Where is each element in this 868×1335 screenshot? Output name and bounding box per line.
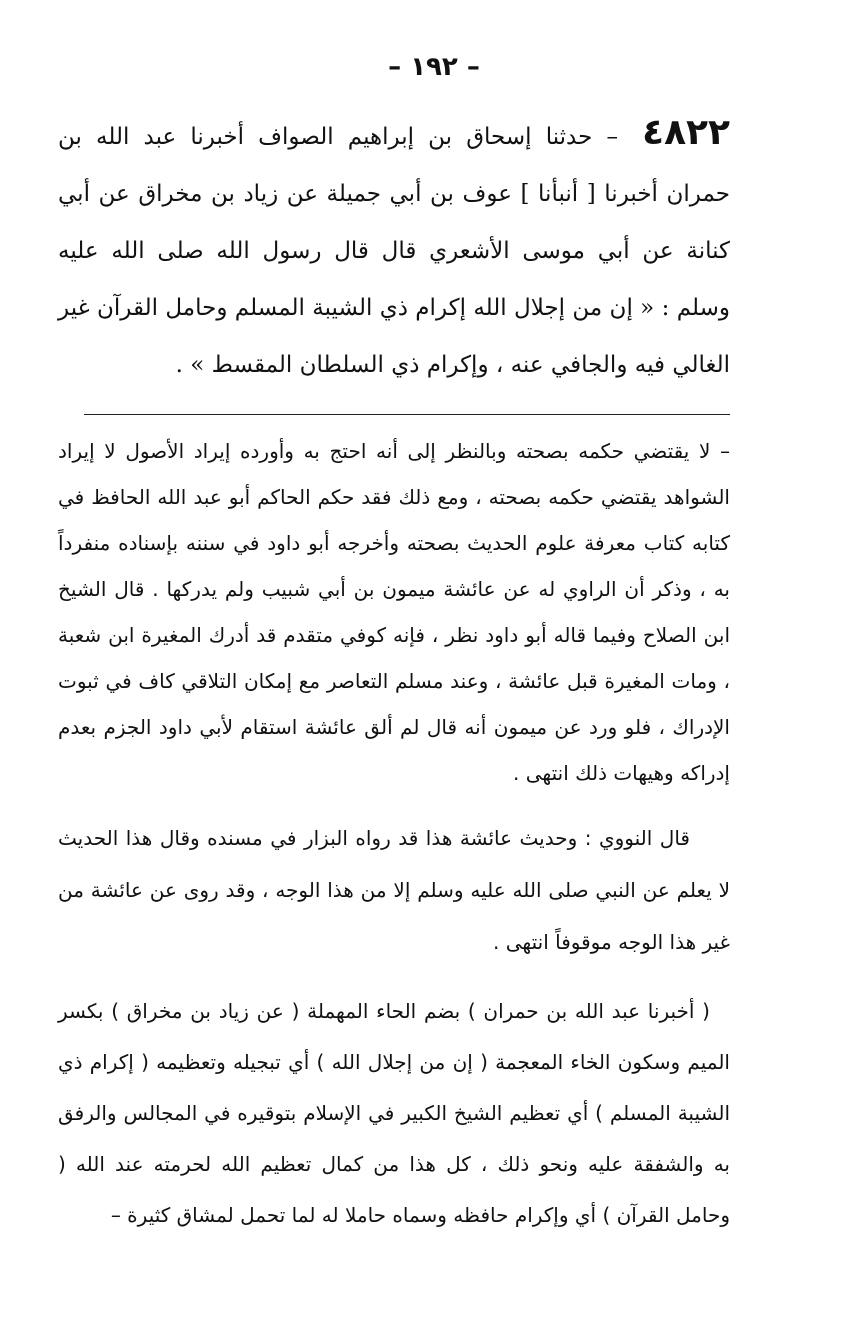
hadith-text: – حدثنا إسحاق بن إبراهيم الصواف أخبرنا عبد الله بن حمران أخبرنا [ أنبأنا ] عوف بن أبي جميلة عن زياد بن مخراق عن أبي كنانة عن أبي موسى الأشعري قال قال رسول الله صلى الله عليه وسلم : « إن من إجلال الله إكرام ذي الشيبة المسلم وحامل القرآن غير الغالي فيه والجافي عنه ، وإكرام ذي السلطان المقسط » . — [58, 124, 730, 378]
hadith-number: ٤٨٢٢ — [642, 112, 730, 153]
commentary — [58, 428, 730, 1241]
commentary-paragraph: – لا يقتضي حكمه بصحته وبالنظر إلى أنه احتج به وأورده إيراد الأصول لا إيراد الشواهد يقتضي حكمه بصحته ، ومع ذلك فقد حكم الحاكم أبو عبد الله الحافظ في كتابه كتاب معرفة علوم الحديث بصحته وأخرجه أبو داود في سننه بإسناده منفرداً به ، وذكر أن الراوي له عن عائشة ميمون بن أبي شبيب ولم يدركها . قال الشيخ ابن الصلاح وفيما قاله أبو داود نظر ، فإنه كوفي متقدم قد أدرك المغيرة ابن شعبة ، ومات المغيرة قبل عائشة ، وعند مسلم التعاصر مع إمكان التلاقي كاف في ثبوت الإدراك ، فلو ورد عن ميمون أنه قال لم ألق عائشة استقام لأبي داود الجزم بعدم إدراكه وهيهات ذلك انتهى . — [58, 439, 730, 785]
page-number: – ١٩٢ – — [388, 52, 480, 82]
commentary-paragraph: قال النووي : وحديث عائشة هذا قد رواه البزار في مسنده وقال هذا الحديث لا يعلم عن النبي صلى الله عليه وسلم إلا من هذا الوجه ، وقد روى عن عائشة من غير هذا الوجه موقوفاً انتهى . — [58, 826, 730, 954]
hadith-block — [58, 104, 730, 394]
footnote-separator — [84, 414, 730, 415]
commentary-paragraph: ( أخبرنا عبد الله بن حمران ) بضم الحاء المهملة ( عن زياد بن مخراق ) بكسر الميم وسكون الخاء المعجمة ( إن من إجلال الله ) أي تبجيله وتعظيمه ( إكرام ذي الشيبة المسلم ) أي تعظيم الشيخ الكبير في الإسلام بتوقيره في المجالس والرفق به والشفقة عليه ونحو ذلك ، كل هذا من كمال تعظيم الله لحرمته عند الله ( وحامل القرآن ) أي وإكرام حافظه وسماه حاملا له لما تحمل لمشاق كثيرة – — [58, 999, 730, 1227]
